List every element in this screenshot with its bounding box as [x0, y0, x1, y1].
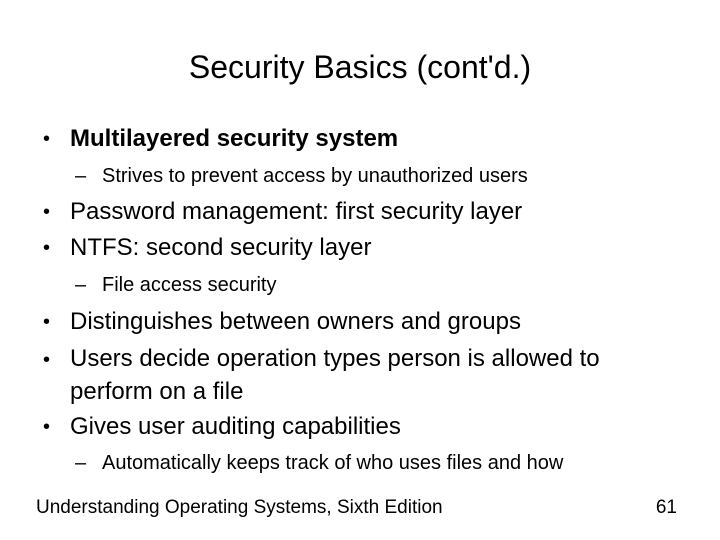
bullet-text: Distinguishes between owners and groups: [70, 308, 521, 335]
bullet-text: Gives user auditing capabilities: [70, 413, 401, 440]
sub-bullet-text: Automatically keeps track of who uses files and how: [102, 452, 564, 474]
page-number: 61: [655, 497, 677, 518]
sub-bullet-marker: –: [75, 452, 87, 474]
sub-bullet-text: Strives to prevent access by unauthorized users: [102, 165, 528, 187]
bullet-marker: •: [43, 201, 51, 223]
footer-source: Understanding Operating Systems, Sixth Edition: [36, 497, 443, 518]
bullet-marker: •: [43, 128, 51, 150]
sub-bullet-marker: –: [75, 274, 87, 296]
bullet-marker: •: [43, 349, 51, 371]
sub-bullet-text: File access security: [102, 274, 277, 296]
bullet-text: Password management: first security layer: [70, 198, 523, 225]
bullet-text: Users decide operation types person is allowed to perform on a file: [70, 345, 600, 405]
slide-title: Security Basics (cont'd.): [188, 49, 532, 85]
sub-bullet-marker: –: [75, 165, 87, 187]
bullet-text: Multilayered security system: [70, 125, 399, 152]
bullet-marker: •: [43, 311, 51, 333]
bullet-marker: •: [43, 237, 51, 259]
bullet-marker: •: [43, 416, 51, 438]
bullet-text: NTFS: second security layer: [70, 234, 372, 261]
